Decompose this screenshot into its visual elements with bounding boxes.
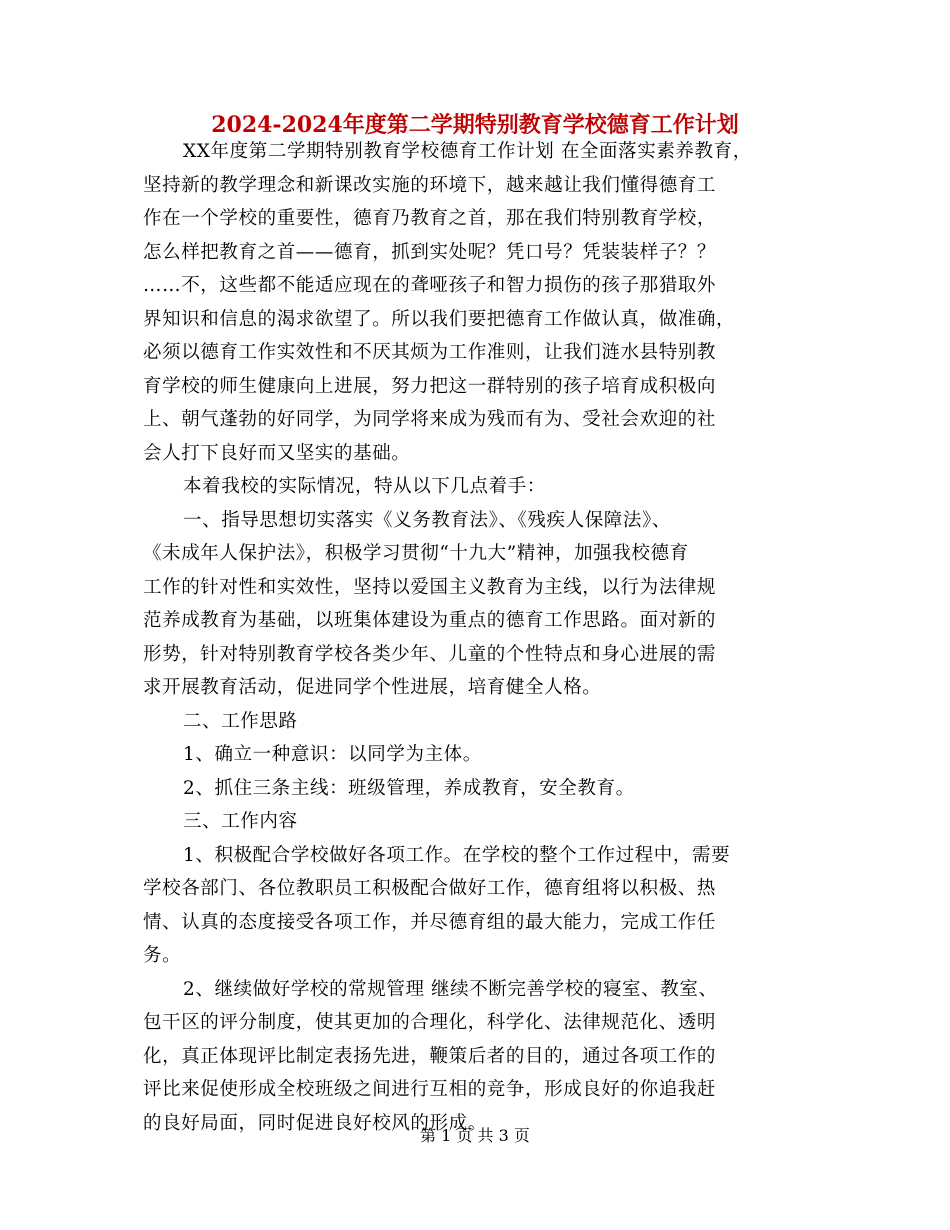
list-item-line: 2、抓住三条主线：班级管理，养成教育，安全教育。 <box>183 777 635 799</box>
paragraph-line: XX年度第二学期特别教育学校德育工作计划 在全面落实素养教育， <box>183 141 752 162</box>
paragraph-line: 必须以德育工作实效性和不厌其烦为工作准则，让我们涟水县特别教 <box>143 342 717 363</box>
document-title: 2024-2024年度第二学期特别教育学校德育工作计划 <box>211 112 739 138</box>
paragraph-line: 界知识和信息的渴求欲望了。所以我们要把德育工作做认真，做准确， <box>143 308 736 330</box>
paragraph-line: 作在一个学校的重要性，德育乃教育之首，那在我们特别教育学校， <box>143 208 717 229</box>
section-heading-line: 二、工作思路 <box>183 710 298 732</box>
list-item-line: 2、继续做好学校的常规管理 继续不断完善学校的寝室、教室、 <box>183 978 718 1000</box>
paragraph-line: 学校各部门、各位教职员工积极配合做好工作，德育组将以积极、热 <box>143 878 717 899</box>
paragraph-line: ……不，这些都不能适应现在的聋哑孩子和智力损伤的孩子那猎取外 <box>143 275 717 296</box>
paragraph-line: 上、朝气蓬勃的好同学，为同学将来成为残而有为、受社会欢迎的社 <box>143 409 717 430</box>
list-item-line: 1、确立一种意识：以同学为主体。 <box>183 744 482 765</box>
paragraph-line: 化，真正体现评比制定表扬先进，鞭策后者的目的，通过各项工作的 <box>143 1045 717 1067</box>
section-heading-line: 三、工作内容 <box>183 811 298 832</box>
paragraph-line: 情、认真的态度接受各项工作，并尽德育组的最大能力，完成工作任 <box>143 911 717 933</box>
paragraph-line: 的良好局面，同时促进良好校风的形成。 <box>143 1112 487 1134</box>
paragraph-line: 包干区的评分制度，使其更加的合理化，科学化、法律规范化、透明 <box>143 1012 717 1033</box>
paragraph-line: 形势，针对特别教育学校各类少年、儿童的个性特点和身心进展的需 <box>143 643 717 665</box>
paragraph-line: 务。 <box>143 945 182 966</box>
paragraph-line: 求开展教育活动，促进同学个性进展，培育健全人格。 <box>143 677 602 698</box>
section-heading-line: 一、指导思想切实落实《义务教育法》、《残疾人保障法》、 <box>183 509 671 531</box>
paragraph-line: 本着我校的实际情况，特从以下几点着手： <box>183 476 546 497</box>
paragraph-line: 怎么样把教育之首——德育，抓到实处呢？凭口号？凭装装样子？？ <box>143 241 717 263</box>
document-body <box>143 135 823 1140</box>
list-item-line: 1、积极配合学校做好各项工作。在学校的整个工作过程中，需要 <box>183 844 731 866</box>
paragraph-line: 范养成教育为基础，以班集体建设为重点的德育工作思路。面对新的 <box>143 610 717 631</box>
page-number-footer: 第 1 页 共 3 页 <box>420 1126 530 1145</box>
paragraph-line: 坚持新的教学理念和新课改实施的环境下，越来越让我们懂得德育工 <box>143 174 717 196</box>
paragraph-line: 工作的针对性和实效性，坚持以爱国主义教育为主线，以行为法律规 <box>143 576 717 598</box>
paragraph-line: 评比来促使形成全校班级之间进行互相的竞争，形成良好的你追我赶 <box>143 1079 717 1100</box>
paragraph-line: 《未成年人保护法》，积极学习贯彻“十九大”精神，加强我校德育 <box>143 543 689 564</box>
paragraph-line: 育学校的师生健康向上进展，努力把这一群特别的孩子培育成积极向 <box>143 375 717 397</box>
paragraph-line: 会人打下良好而又坚实的基础。 <box>143 442 411 464</box>
